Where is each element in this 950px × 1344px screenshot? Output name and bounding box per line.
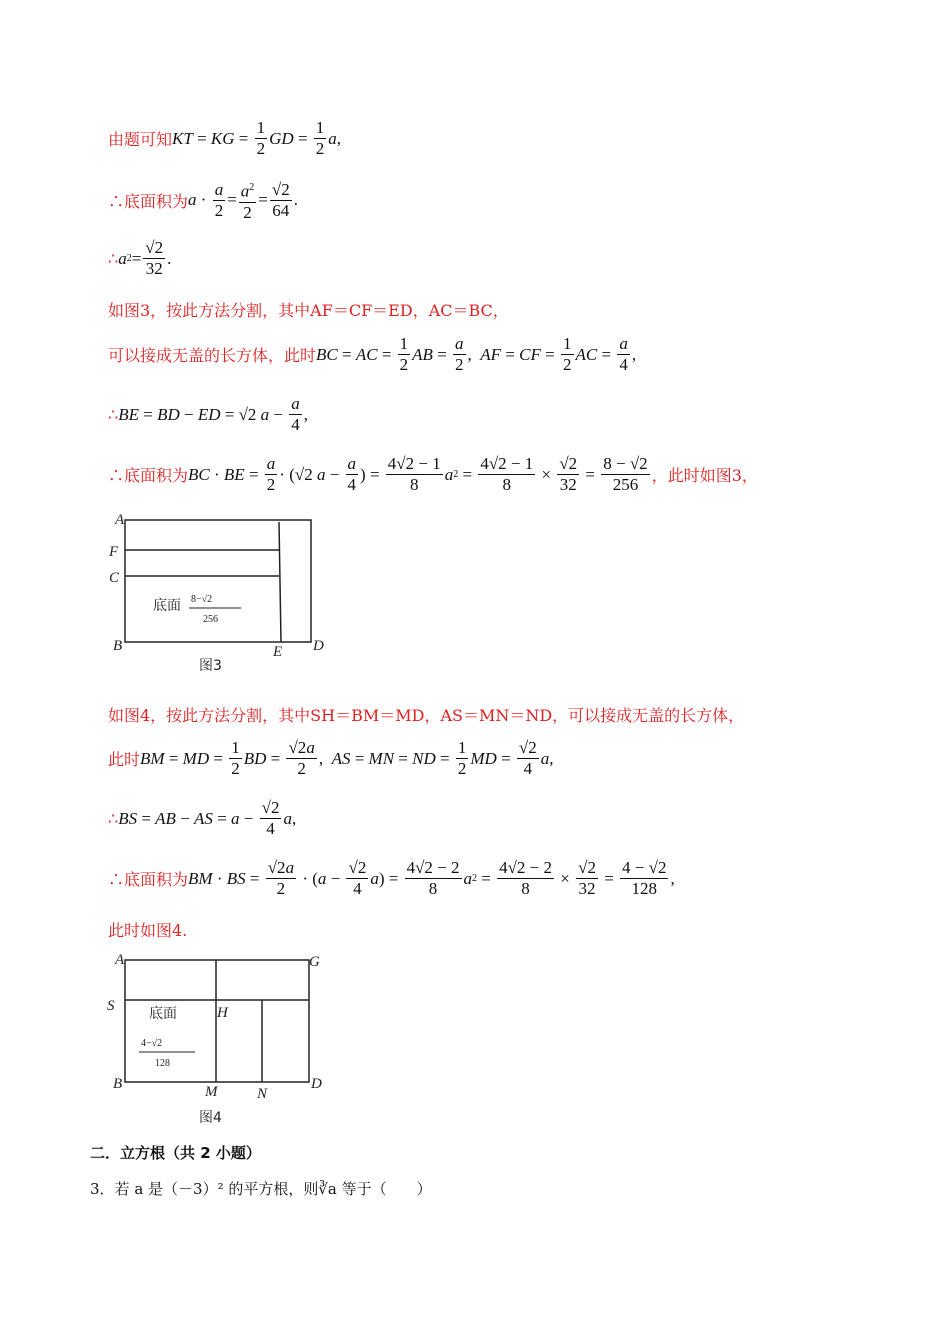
fig4-inner-num: 4−√2 bbox=[141, 1038, 163, 1049]
figure-4 bbox=[105, 948, 335, 1130]
fig4-caption: 图4 bbox=[199, 1110, 222, 1126]
fig3-label-B: B bbox=[113, 638, 123, 654]
question-text: 若 a 是（－3）² 的平方根，则∛a 等于（ ） bbox=[114, 1180, 432, 1198]
fig3-label-F: F bbox=[109, 544, 119, 560]
solution-line-12 bbox=[108, 918, 187, 941]
fig3-inner-num: 8−√2 bbox=[191, 594, 213, 605]
fig4-label-D: D bbox=[311, 1076, 322, 1092]
fig3-label-E: E bbox=[273, 644, 283, 660]
line6-text: ∴ bbox=[108, 405, 119, 424]
solution-line-8 bbox=[108, 703, 744, 726]
solution-line-10: ∴ BS = AB − AS = a − $\frac{√2}{4}$ a , bbox=[108, 798, 297, 838]
fig4-label-H: H bbox=[217, 1005, 228, 1021]
solution-line-7: ∴底面积为 BC · BE = $\frac{a}{2}$ · (√2 a − $\frac{a}{4}$ ) = $\frac{4√2 - 1}{8}$ a 2 = $\frac{4√2 - 1}{8}$ × $\frac{√2}{32}$ = $\frac{8 - √2}{256}$ ，此时如图3， bbox=[108, 454, 758, 494]
line9-text: 此时 bbox=[108, 750, 141, 769]
question-number: 3． bbox=[90, 1180, 115, 1198]
line5-text: 可以接成无盖的长方体，此时 bbox=[108, 346, 317, 365]
solution-line-2: ∴底面积为 a · $\frac{a}{2}$ = $\frac{a^2}{2}$ = $\frac{√2}{64}$ . bbox=[108, 179, 298, 222]
fig4-label-G: G bbox=[309, 954, 320, 970]
fig3-inner-den: 256 bbox=[203, 614, 218, 625]
fig4-inner-text: 底面 bbox=[149, 1006, 177, 1022]
line10-text: ∴ bbox=[108, 809, 119, 828]
line11-text: ∴底面积为 bbox=[108, 870, 189, 889]
solution-line-5: 可以接成无盖的长方体，此时 BC = AC = $\frac{1}{2}$ AB = $\frac{a}{2}$ , AF = CF = $\frac{1}{2}$ AC = $\frac{a}{4}$ , bbox=[108, 334, 637, 374]
line2-text: ∴底面积为 bbox=[108, 191, 189, 211]
fig4-label-S: S bbox=[107, 998, 115, 1014]
fig4-label-M: M bbox=[205, 1084, 218, 1100]
solution-line-4 bbox=[108, 298, 509, 321]
solution-line-3: ∴ a 2 = $\frac{√2}{32}$ . bbox=[108, 238, 172, 278]
fig3-caption: 图3 bbox=[199, 658, 222, 674]
line7-text: ∴底面积为 bbox=[108, 466, 189, 485]
line12-text: 此时如图4. bbox=[108, 921, 188, 940]
fig4-label-B: B bbox=[113, 1076, 123, 1092]
line8-text: 如图4，按此方法分割，其中SH＝BM＝MD，AS＝MN＝ND，可以接成无盖的长方体， bbox=[108, 706, 745, 725]
fig4-inner-den: 128 bbox=[155, 1058, 170, 1069]
question-3 bbox=[90, 1178, 432, 1199]
fig3-label-D: D bbox=[313, 638, 324, 654]
fig4-label-N: N bbox=[257, 1086, 268, 1102]
solution-line-9: 此时 BM = MD = $\frac{1}{2}$ BD = $\frac{√2a}{2}$ , AS = MN = ND = $\frac{1}{2}$ MD = $\frac{√2}{4}$ a , bbox=[108, 738, 554, 778]
fig3-label-C: C bbox=[109, 570, 120, 586]
solution-line-1: 由题可知 KT = KG = $\frac{1}{2}$ GD = $\frac{1}{2}$ a , bbox=[108, 118, 342, 158]
fig3-label-A: A bbox=[115, 512, 125, 528]
figure-3 bbox=[105, 508, 335, 680]
solution-line-11: ∴底面积为 BM · BS = $\frac{√2a}{2}$ · ( a − $\frac{√2}{4}$ a ) = $\frac{4√2 - 2}{8}$ a 2 = $\frac{4√2 - 2}{8}$ × $\frac{√2}{32}$ = $\frac{4 - √2}{128}$ , bbox=[108, 858, 675, 898]
section-heading: 二．立方根（共 2 小题） bbox=[90, 1144, 261, 1162]
solution-line-6: ∴ BE = BD − ED = √2 a − $\frac{a}{4}$ , bbox=[108, 394, 309, 434]
fig4-label-A: A bbox=[115, 952, 125, 968]
line1-text: 由题可知 bbox=[108, 130, 173, 149]
line7-tail: ，此时如图3， bbox=[651, 466, 758, 485]
line3-text: ∴ bbox=[108, 249, 119, 268]
fig3-inner-text: 底面 bbox=[153, 598, 181, 614]
line4-text: 如图3，按此方法分割，其中AF＝CF＝ED，AC＝BC， bbox=[108, 301, 509, 320]
